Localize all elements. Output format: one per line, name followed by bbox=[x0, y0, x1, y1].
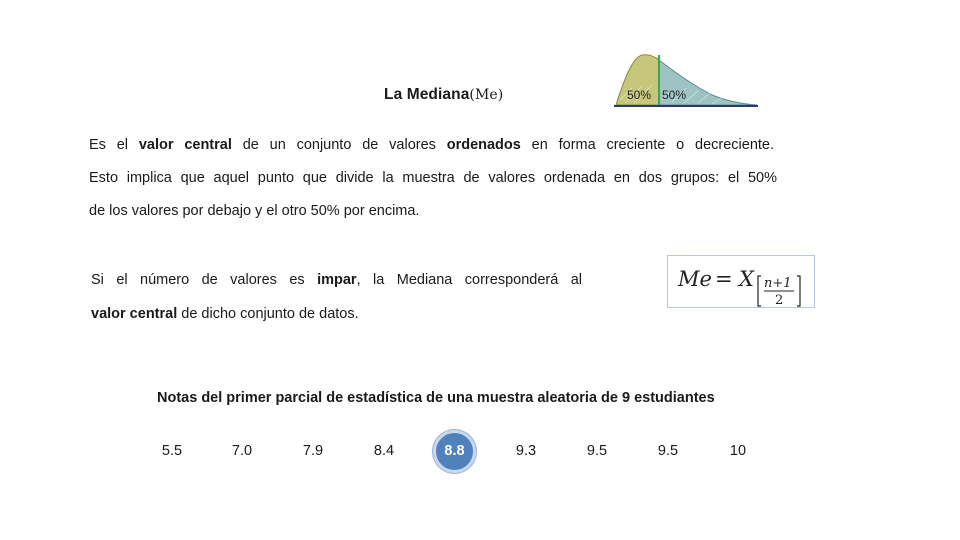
formula-left-bracket bbox=[758, 276, 761, 306]
median-value: 8.8 bbox=[444, 443, 465, 459]
grade-value: 5.5 bbox=[161, 443, 183, 459]
grade-value: 9.3 bbox=[515, 443, 537, 459]
grades-row bbox=[0, 443, 960, 463]
definition-line-1 bbox=[89, 137, 774, 153]
term-valor-central: valor central bbox=[91, 306, 178, 322]
median-distribution-diagram bbox=[612, 50, 762, 112]
formula-numerator: n+1 bbox=[764, 276, 792, 291]
title-symbol: (Me) bbox=[469, 87, 504, 103]
formula-right-bracket bbox=[797, 276, 800, 306]
grade-value: 10 bbox=[729, 443, 747, 459]
example-caption: Notas del primer parcial de estadística de una muestra aleatoria de 9 estudiantes bbox=[157, 390, 715, 406]
grade-value: 9.5 bbox=[586, 443, 608, 459]
formula-equals: = bbox=[715, 267, 733, 291]
formula-denominator: 2 bbox=[775, 293, 784, 308]
median-formula bbox=[668, 256, 816, 309]
text-run: en forma creciente o decreciente. bbox=[520, 137, 774, 153]
median-formula-box bbox=[667, 255, 815, 308]
rule-line-2 bbox=[91, 306, 359, 322]
grade-value: 7.9 bbox=[302, 443, 324, 459]
text-run: de un conjunto de valores bbox=[231, 137, 447, 153]
definition-line-3: de los valores por debajo y el otro 50% por encima. bbox=[89, 203, 420, 219]
rule-line-1 bbox=[91, 272, 582, 288]
left-percent-label: 50% bbox=[627, 88, 652, 102]
title-main: La Mediana bbox=[384, 86, 470, 103]
formula-variable: X bbox=[739, 267, 754, 291]
term-ordenados: ordenados bbox=[446, 137, 521, 153]
text-run: , la Mediana corresponderá al bbox=[356, 272, 582, 288]
grade-value: 8.4 bbox=[373, 443, 395, 459]
text-run: de dicho conjunto de datos. bbox=[177, 306, 359, 322]
formula-lhs: Me bbox=[678, 267, 712, 291]
grade-value: 7.0 bbox=[231, 443, 253, 459]
text-run: Si el número de valores es bbox=[91, 272, 318, 288]
right-percent-label: 50% bbox=[662, 88, 687, 102]
definition-line-2: Esto implica que aquel punto que divide la muestra de valores ordenada en dos grupos: el 50% bbox=[89, 170, 777, 186]
text-run: Es el bbox=[89, 137, 139, 153]
term-valor-central: valor central bbox=[138, 137, 232, 153]
grade-value: 9.5 bbox=[657, 443, 679, 459]
page-title bbox=[384, 86, 503, 104]
term-impar: impar bbox=[317, 272, 357, 288]
